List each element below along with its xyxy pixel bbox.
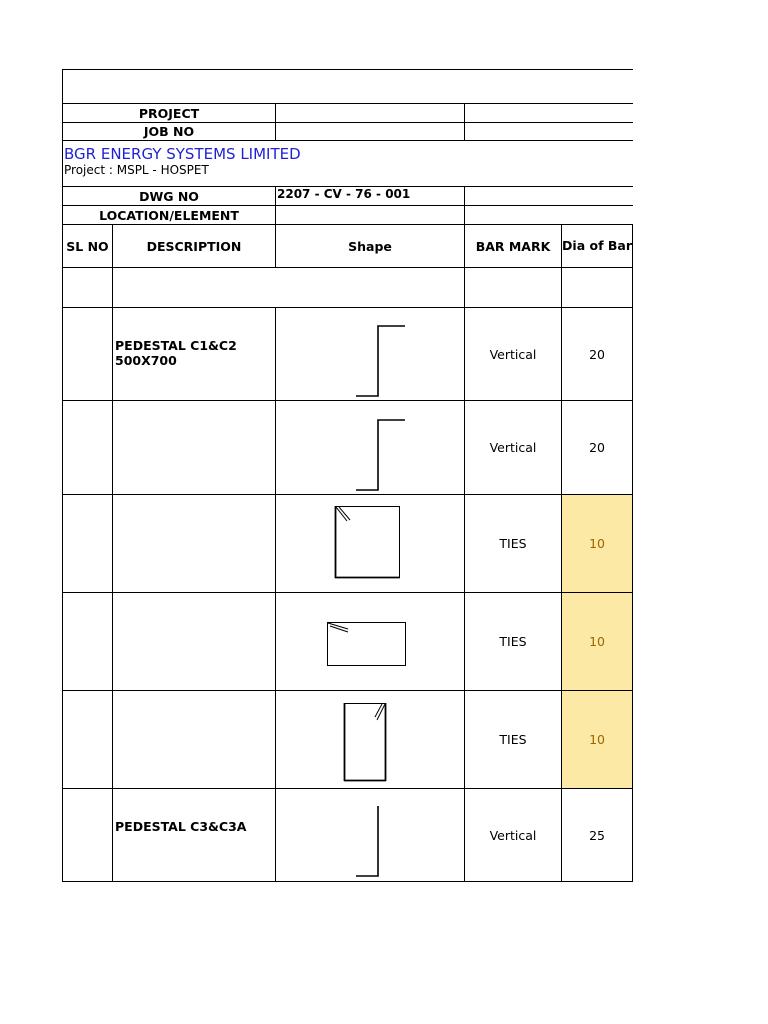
company-cell: [63, 141, 633, 187]
bar-bending-schedule-sheet: [62, 69, 632, 882]
dwg-no-value: 2207 - CV - 76 - 001: [276, 187, 465, 206]
shape-cell: [276, 593, 465, 691]
bar-mark-cell: Vertical: [465, 401, 562, 495]
stepped-vertical-bar-shape: [276, 401, 465, 494]
bar-mark-cell: TIES: [465, 593, 562, 691]
dia-cell-highlighted: 10: [562, 691, 633, 789]
spacer-sl-cell: [63, 268, 113, 308]
project-extra-cell: [465, 104, 633, 123]
description-cell: [113, 593, 276, 691]
column-header-row: [63, 225, 633, 268]
col-header-description: DESCRIPTION: [113, 225, 276, 268]
description-cell: [113, 691, 276, 789]
sl-no-cell: [63, 308, 113, 401]
spacer-dia-cell: [562, 268, 633, 308]
bar-mark-cell: TIES: [465, 495, 562, 593]
col-header-dia-of-bar: Dia of Bar: [562, 225, 633, 268]
project-label: PROJECT: [63, 104, 276, 123]
location-label: LOCATION/ELEMENT: [63, 206, 276, 225]
job-no-extra-cell: [465, 123, 633, 141]
col-header-sl-no: SL NO: [63, 225, 113, 268]
job-no-value-cell: [276, 123, 465, 141]
description-cell: PEDESTAL C3&C3A: [113, 789, 276, 882]
dia-cell: 20: [562, 401, 633, 495]
project-row: [63, 104, 633, 123]
spacer-mark-cell: [465, 268, 562, 308]
sl-no-cell: [63, 495, 113, 593]
square-tie-shape: [276, 495, 465, 592]
table-row: [63, 401, 633, 495]
title-band-cell: [63, 70, 633, 104]
dia-cell-highlighted: 10: [562, 495, 633, 593]
project-value-cell: [276, 104, 465, 123]
bar-mark-cell: Vertical: [465, 308, 562, 401]
location-row: [63, 206, 633, 225]
table-row: [63, 789, 633, 882]
shape-cell: [276, 691, 465, 789]
dia-cell-highlighted: 10: [562, 593, 633, 691]
col-header-shape: Shape: [276, 225, 465, 268]
bar-mark-cell: Vertical: [465, 789, 562, 882]
tall-rect-tie-shape: [276, 691, 465, 788]
company-row: [63, 141, 633, 187]
bar-mark-cell: TIES: [465, 691, 562, 789]
location-extra-cell: [465, 206, 633, 225]
description-cell: [113, 401, 276, 495]
description-cell: PEDESTAL C1&C2 500X700: [113, 308, 276, 401]
spacer-row: [63, 268, 633, 308]
table-row: [63, 308, 633, 401]
shape-cell: [276, 495, 465, 593]
shape-cell: [276, 308, 465, 401]
dia-cell: 25: [562, 789, 633, 882]
dwg-no-label: DWG NO: [63, 187, 276, 206]
wide-rect-tie-shape: [276, 593, 465, 690]
project-subtitle: Project : MSPL - HOSPET: [64, 163, 209, 177]
location-value-cell: [276, 206, 465, 225]
title-band-row: [63, 70, 633, 104]
dia-cell: 20: [562, 308, 633, 401]
sl-no-cell: [63, 691, 113, 789]
dwg-no-row: [63, 187, 633, 206]
shape-cell: [276, 789, 465, 882]
company-name: BGR ENERGY SYSTEMS LIMITED: [64, 145, 301, 163]
description-cell: [113, 495, 276, 593]
col-header-bar-mark: BAR MARK: [465, 225, 562, 268]
l-vertical-bar-shape: [276, 789, 465, 881]
sl-no-cell: [63, 789, 113, 882]
table-row: [63, 495, 633, 593]
sl-no-cell: [63, 593, 113, 691]
stepped-vertical-bar-shape: [276, 308, 465, 400]
schedule-table: [62, 69, 633, 882]
job-no-label: JOB NO: [63, 123, 276, 141]
spacer-desc-cell: [113, 268, 465, 308]
table-row: [63, 593, 633, 691]
shape-cell: [276, 401, 465, 495]
job-no-row: [63, 123, 633, 141]
dwg-no-extra-cell: [465, 187, 633, 206]
sl-no-cell: [63, 401, 113, 495]
table-row: [63, 691, 633, 789]
